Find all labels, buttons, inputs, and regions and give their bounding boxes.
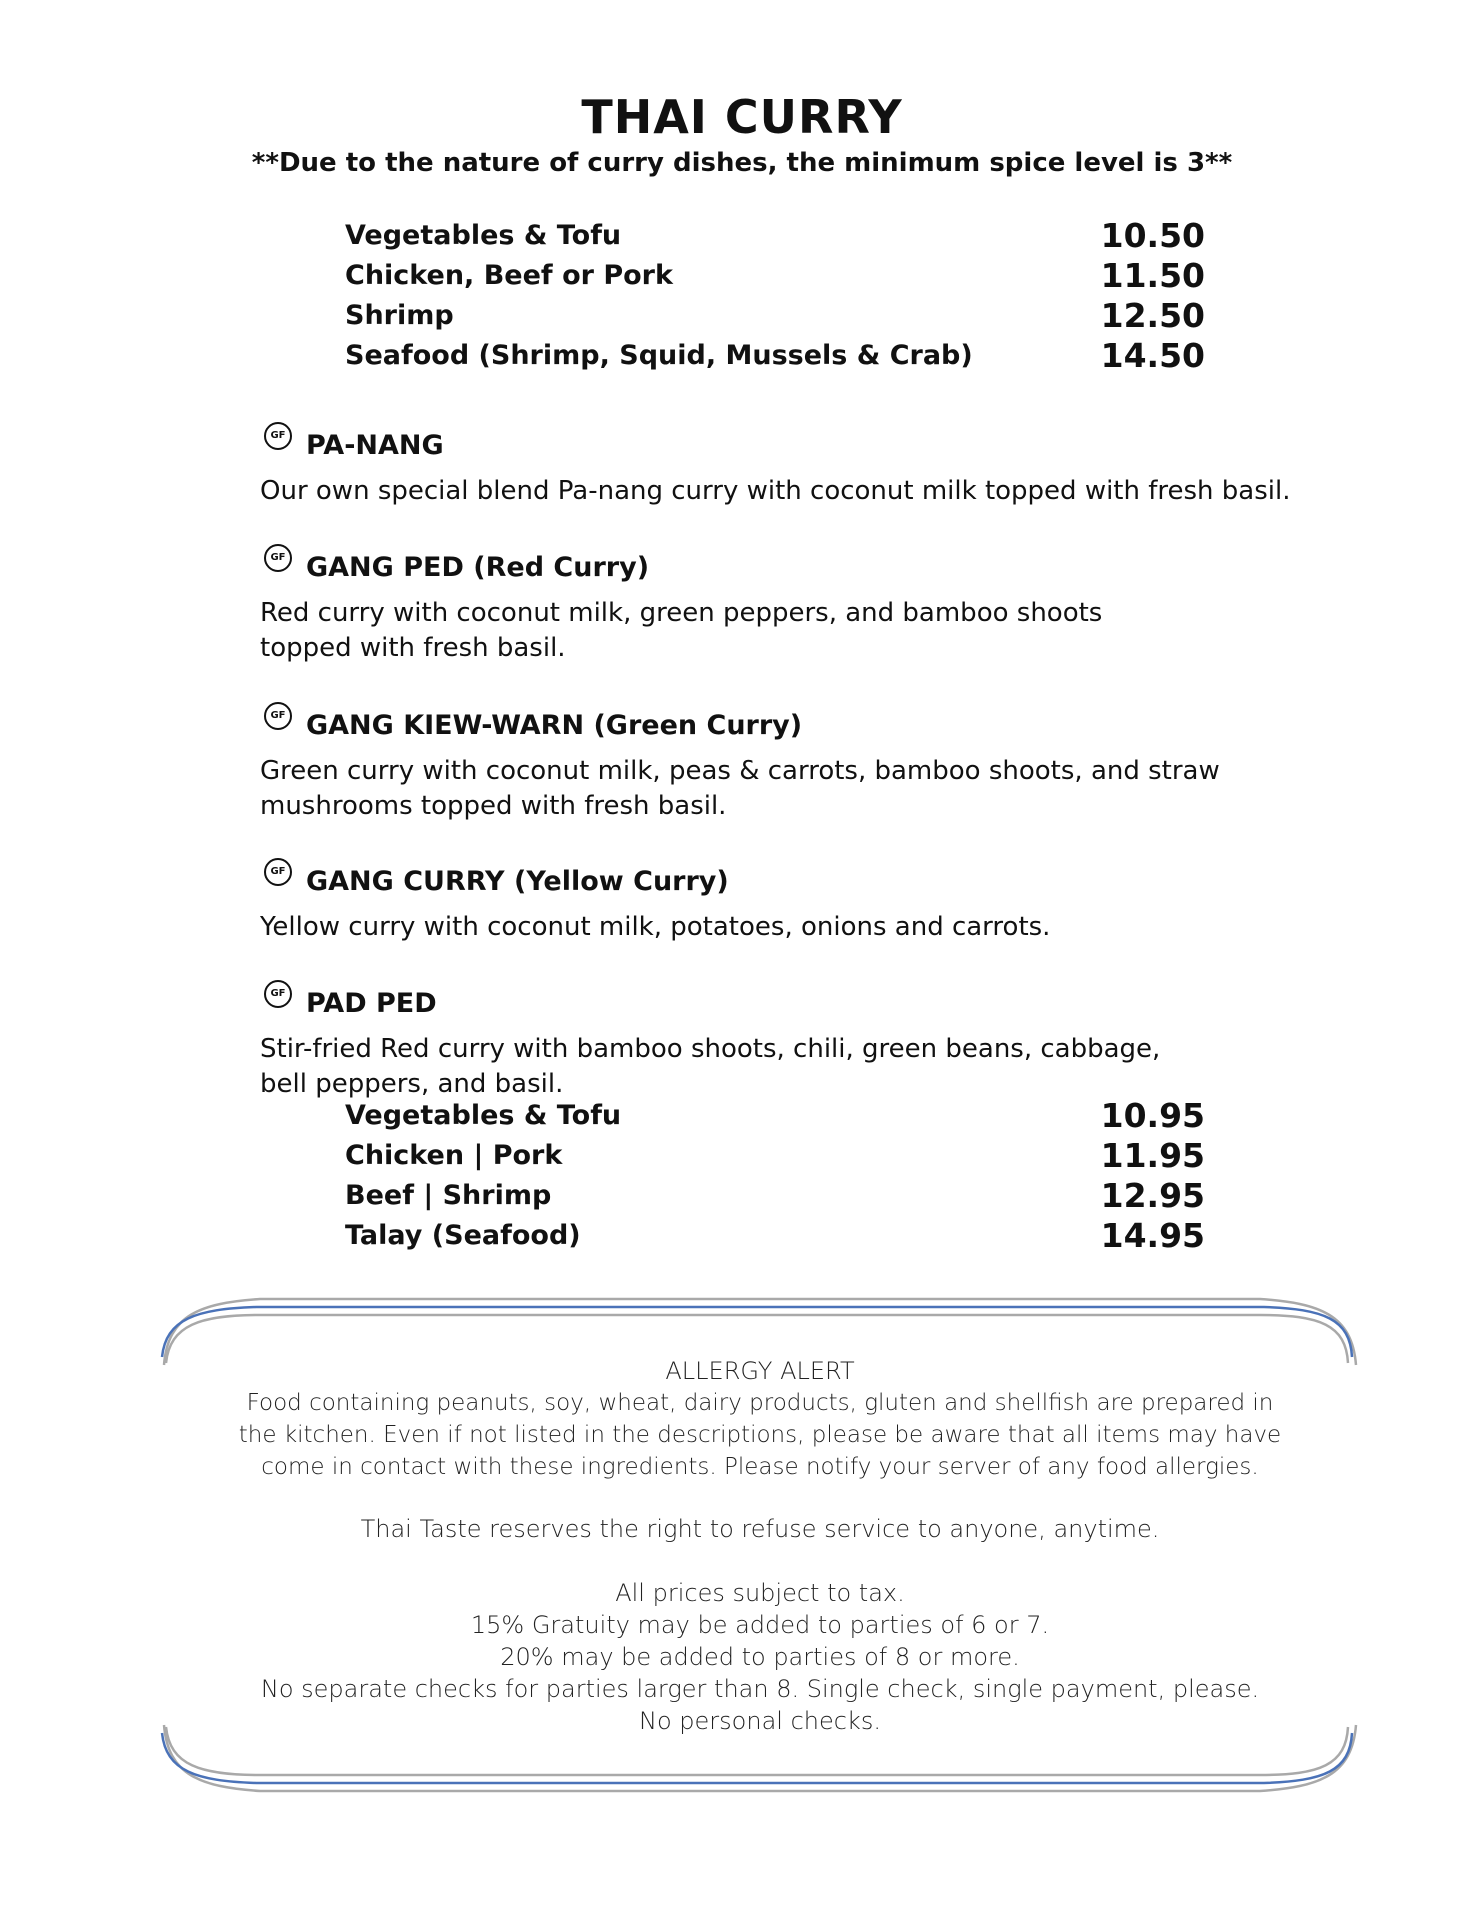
gluten-free-icon: GF — [264, 422, 292, 450]
policy-line: No separate checks for parties larger than 8. Single check, single payment, please. — [260, 1675, 1260, 1703]
allergy-text-line: Food containing peanuts, soy, wheat, dairy products, gluten and shellfish are prepared in — [246, 1390, 1274, 1416]
dish-gang-curry — [260, 866, 1320, 945]
dish-name: PAD PED — [306, 988, 437, 1019]
price-item-name: Shrimp — [345, 300, 454, 331]
allergy-text-line: the kitchen. Even if not listed in the descriptions, please be aware that all items may have — [238, 1422, 1282, 1448]
dish-description: Yellow curry with coconut milk, potatoes, onions and carrots. — [260, 912, 1051, 942]
dish-pa-nang — [260, 430, 1320, 509]
price-item-name: Talay (Seafood) — [345, 1220, 581, 1251]
dish-description: Stir-fried Red curry with bamboo shoots, chili, green beans, cabbage, bell peppers, and basil. — [260, 1034, 1161, 1099]
price-row — [345, 296, 1205, 340]
allergy-notice-box — [160, 1285, 1360, 1805]
pad-ped-price-list — [345, 1096, 1205, 1260]
gluten-free-icon: GF — [264, 858, 292, 886]
dish-name: GANG CURRY (Yellow Curry) — [306, 866, 729, 897]
price-item-value: 10.50 — [1100, 216, 1205, 255]
dish-name: GANG PED (Red Curry) — [306, 552, 650, 583]
price-row — [345, 1136, 1205, 1180]
dish-gang-ped — [260, 552, 1320, 666]
price-row — [345, 336, 1205, 380]
policy-line: 15% Gratuity may be added to parties of 6 or 7. — [470, 1611, 1050, 1639]
price-item-name: Chicken, Beef or Pork — [345, 260, 673, 291]
refusal-policy: Thai Taste reserves the right to refuse service to anyone, anytime. — [360, 1515, 1160, 1543]
dish-gang-kiew-warn — [260, 710, 1320, 824]
price-item-value: 12.95 — [1100, 1176, 1205, 1215]
gluten-free-icon: GF — [264, 702, 292, 730]
price-item-value: 10.95 — [1100, 1096, 1205, 1135]
price-item-value: 14.50 — [1100, 336, 1205, 375]
price-row — [345, 1096, 1205, 1140]
policy-line: All prices subject to tax. — [615, 1579, 905, 1607]
price-item-name: Seafood (Shrimp, Squid, Mussels & Crab) — [345, 340, 973, 371]
price-row — [345, 216, 1205, 260]
price-item-value: 12.50 — [1100, 296, 1205, 335]
price-item-value: 11.50 — [1100, 256, 1205, 295]
allergy-text-line: come in contact with these ingredients. Please notify your server of any food allergies. — [261, 1454, 1259, 1480]
gluten-free-icon: GF — [264, 544, 292, 572]
dish-pad-ped — [260, 988, 1320, 1102]
dish-name: PA-NANG — [306, 430, 444, 461]
price-item-name: Chicken | Pork — [345, 1140, 563, 1171]
price-item-value: 11.95 — [1100, 1136, 1205, 1175]
dish-description: Green curry with coconut milk, peas & carrots, bamboo shoots, and straw mushrooms topped with fresh basil. — [260, 756, 1220, 821]
dish-description: Red curry with coconut milk, green peppers, and bamboo shoots topped with fresh basil. — [260, 598, 1103, 663]
dish-name: GANG KIEW-WARN (Green Curry) — [306, 710, 803, 741]
spice-notice: **Due to the nature of curry dishes, the minimum spice level is 3** — [251, 148, 1233, 178]
price-row — [345, 1176, 1205, 1220]
policy-line: No personal checks. — [639, 1707, 881, 1735]
curry-price-list — [345, 216, 1205, 380]
price-item-name: Beef | Shrimp — [345, 1180, 552, 1211]
price-item-value: 14.95 — [1100, 1216, 1205, 1255]
price-row — [345, 256, 1205, 300]
price-item-name: Vegetables & Tofu — [345, 220, 622, 251]
price-item-name: Vegetables & Tofu — [345, 1100, 622, 1131]
price-row — [345, 1216, 1205, 1260]
dish-description: Our own special blend Pa-nang curry with coconut milk topped with fresh basil. — [260, 476, 1291, 506]
gluten-free-icon: GF — [264, 980, 292, 1008]
policy-line: 20% may be added to parties of 8 or more. — [500, 1643, 1020, 1671]
allergy-alert-heading: ALLERGY ALERT — [665, 1357, 855, 1385]
menu-title: THAI CURRY — [581, 90, 903, 144]
